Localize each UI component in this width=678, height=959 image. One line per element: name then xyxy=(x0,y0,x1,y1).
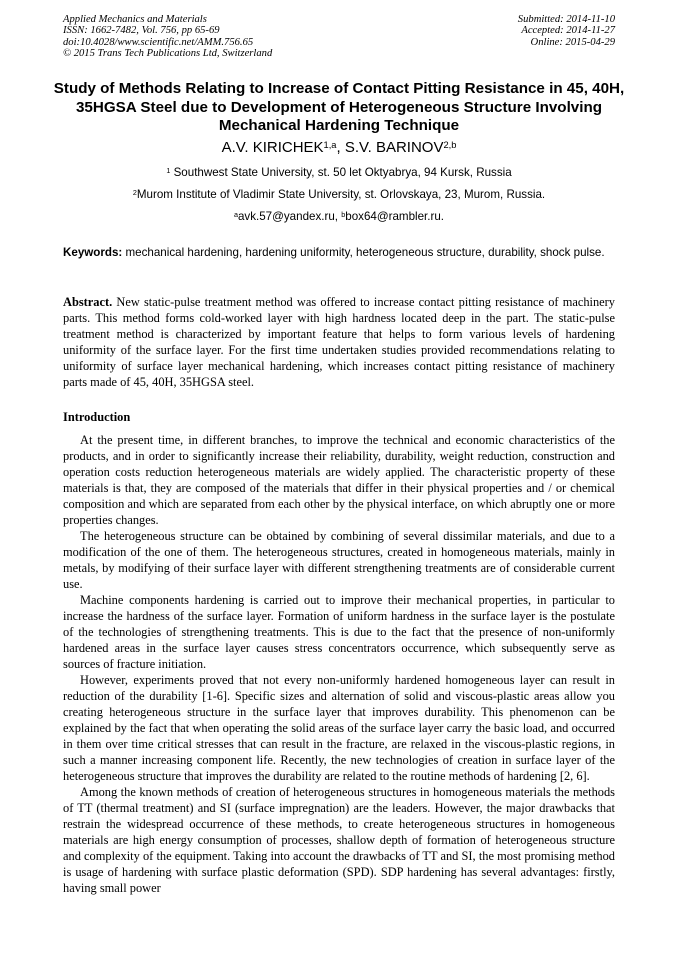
affiliation-text: Southwest State University, st. 50 let Oktyabrya, 94 Kursk, Russia xyxy=(170,166,512,179)
abstract-text: New static-pulse treatment method was offered to increase contact pitting resistance of machinery parts. This method forms cold-worked layer with high hardness located deep in the part. The static-pulse treatment method is characterized by important feature that helps to form various levels of hardening uniformity of the surface layer. For the first time undertaken studies provided recommendations relating to uniformity of surface layer mechanical hardening, which increases contact pitting resistance of machinery parts made of 45, 40H, 35HGSA steel. xyxy=(63,295,615,389)
keywords-text: mechanical hardening, hardening uniformity, heterogeneous structure, durability, shock pulse. xyxy=(122,246,605,259)
keywords-label: Keywords: xyxy=(63,246,123,259)
affiliation-2 xyxy=(40,188,638,202)
paper-title: Study of Methods Relating to Increase of Contact Pitting Resistance in 45, 40H, 35HGSA Steel due to Development of Heterogeneous Structure Involving Mechanical Hardening Technique xyxy=(53,80,625,134)
journal-copyright: © 2015 Trans Tech Publications Ltd, Switzerland xyxy=(63,48,273,60)
email-address: box64@rambler.ru. xyxy=(345,210,445,223)
affiliation-1 xyxy=(40,166,638,180)
affiliation-sup: 1 xyxy=(166,165,171,175)
abstract xyxy=(63,294,615,390)
dates-header xyxy=(518,14,615,48)
email-address: avk.57@yandex.ru xyxy=(237,210,335,223)
author-name: A.V. KIRICHEK xyxy=(221,139,324,156)
keywords xyxy=(63,246,615,260)
email-separator: , xyxy=(334,210,342,223)
online-date: Online: 2015-04-29 xyxy=(530,36,615,48)
paragraph: However, experiments proved that not every non-uniformly hardened homogeneous layer can result in reduction of the durability [1-6]. Specific sizes and alternation of solid and viscous-plastic areas allow you creating heterogeneous structure in the surface layer that improves durability. This phenomenon can be explained by the fact that when operating the solid areas of the surface layer carry the basic load, and occurred in them over time critical stresses that can result in the fracture, are relaxed in the viscous-plastic regions, in such a manner increasing component life. Recently, the new technologies of creation in surface layer of the heterogeneous structure that improves the durability are related to the routine methods of hardening [2, 6]. xyxy=(63,673,615,783)
paragraph: The heterogeneous structure can be obtained by combining of several dissimilar materials, and due to a modification of the one of them. The heterogeneous structures, created in homogeneous materials, mainly in metals, by modifying of their surface layer with different strengthening treatments are of considerable current use. xyxy=(63,529,615,591)
journal-header xyxy=(63,14,272,60)
email-list xyxy=(40,210,638,224)
author-affiliation-sup: 1,a xyxy=(323,139,337,150)
email-sup: a xyxy=(233,209,238,219)
author-separator: , xyxy=(336,139,345,156)
affiliation-text: Murom Institute of Vladimir State University, st. Orlovskaya, 23, Murom, Russia. xyxy=(136,188,546,201)
journal-issn: ISSN: 1662-7482, Vol. 756, pp 65-69 xyxy=(63,25,220,37)
abstract-label: Abstract. xyxy=(63,295,113,309)
introduction-body xyxy=(63,432,615,896)
accepted-date: Accepted: 2014-11-27 xyxy=(521,25,615,37)
author-list xyxy=(40,138,638,158)
paragraph: At the present time, in different branches, to improve the technical and economic characteristics of the products, and in order to significantly increase their reliability, durability, weight reduction, construction and operation costs reduction heterogeneous materials are widely applied. The characteristic property of these materials is that, they are composed of the materials that differ in their physical properties and / or chemical composition and which are separated from each other by the physical interface, on which abruptly one or more properties changes. xyxy=(63,433,615,527)
affiliation-sup: 2 xyxy=(132,187,137,197)
journal-name: Applied Mechanics and Materials xyxy=(63,14,207,25)
paragraph: Machine components hardening is carried out to improve their mechanical properties, in particular to increase the hardness of the surface layer. Formation of uniform hardness in the surface layer is the postulate of the technologies of strengthening treatments. This is due to the fact that the presence of non-uniformly hardened areas in the surface layer causes stress concentrators occurrence, which subsequently serve as sources of fracture initiation. xyxy=(63,593,615,671)
section-heading-introduction: Introduction xyxy=(63,410,131,424)
author-affiliation-sup: 2,b xyxy=(443,139,457,150)
email-sup: b xyxy=(341,209,346,219)
author-name: S.V. BARINOV xyxy=(344,139,444,156)
journal-doi: doi:10.4028/www.scientific.net/AMM.756.65 xyxy=(63,36,254,48)
submitted-date: Submitted: 2014-11-10 xyxy=(517,14,615,25)
paragraph: Among the known methods of creation of heterogeneous structures in homogeneous materials the methods of TT (thermal treatment) and SI (surface impregnation) are the leaders. However, the major drawbacks that restrain the widespread occurrence of these methods, to create heterogeneous structures in homogeneous materials are high energy consumption of processes, shallow depth of formation of heterogeneous structure and complexity of the equipment. Taking into account the drawbacks of TT and SI, the most promising method is usage of hardening with surface plastic deformation (SPD). SDP hardening has several advantages: firstly, having small power xyxy=(63,785,615,895)
